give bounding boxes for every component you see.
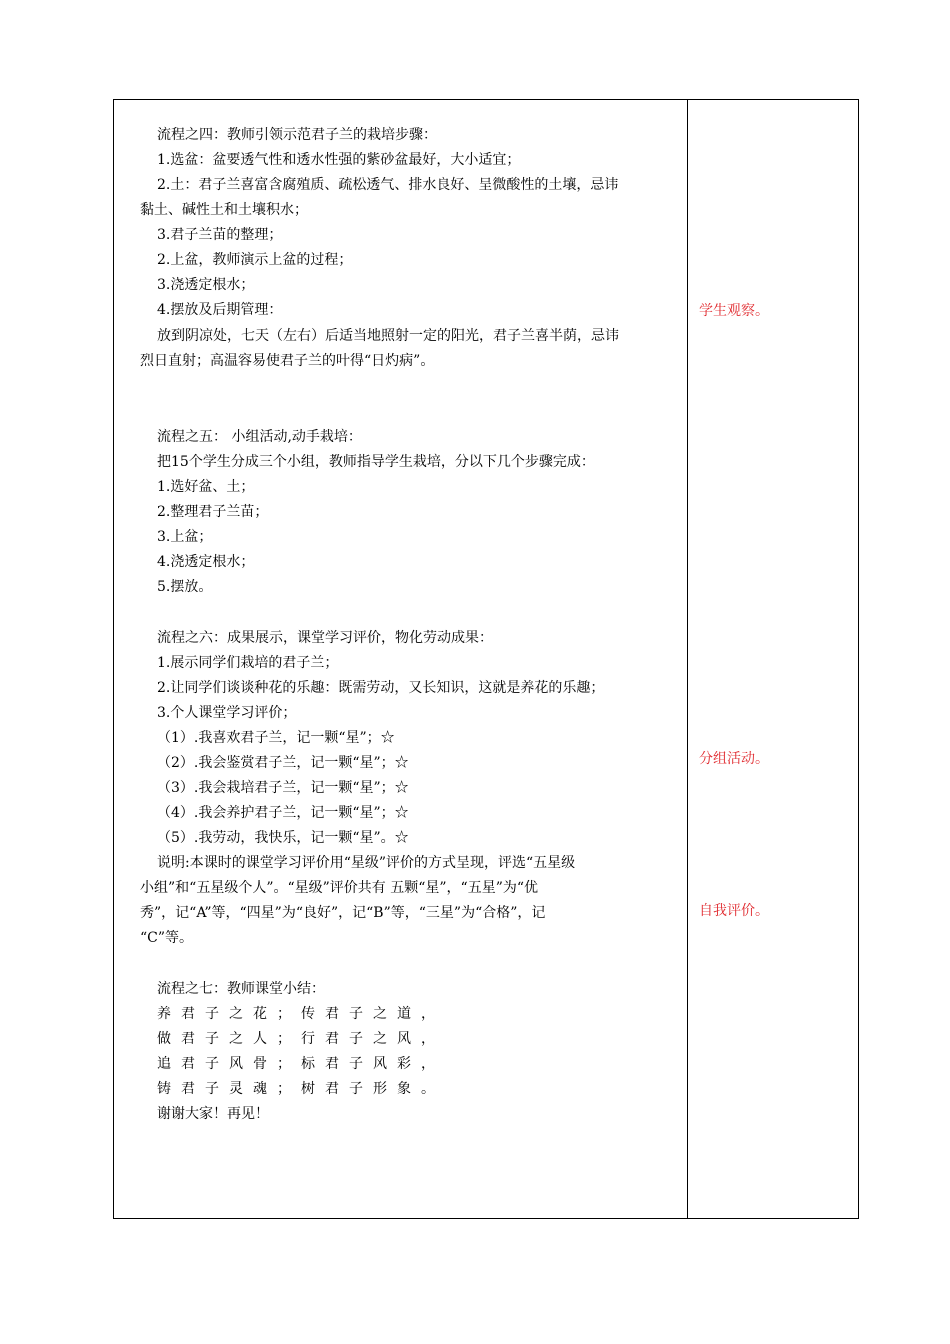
step4-item: 4.摆放及后期管理： <box>157 302 283 318</box>
summary-verse: 养君子之花；传君子之道， <box>157 1006 445 1022</box>
step6-item: 1.展示同学们栽培的君子兰； <box>157 655 339 671</box>
step5-item: 4.浇透定根水； <box>157 554 255 570</box>
step5-item: 1.选好盆、土； <box>157 479 255 495</box>
step4-item: 3.君子兰苗的整理； <box>157 227 283 243</box>
step7-title: 流程之七：教师课堂小结： <box>157 981 325 997</box>
evaluation-note: “C”等。 <box>140 930 194 946</box>
evaluation-note: 小组”和“五星级个人”。“星级”评价共有 五颗“星”，“五星”为“优 <box>140 880 539 896</box>
step4-item: 1.选盆：盆要透气性和透水性强的紫砂盆最好，大小适宜； <box>157 152 521 168</box>
evaluation-item: （5）.我劳动，我快乐，记一颗“星”。☆ <box>157 830 409 846</box>
step6-item: 3.个人课堂学习评价； <box>157 705 297 721</box>
step4-item: 3.浇透定根水； <box>157 277 255 293</box>
evaluation-note: 秀”，记“A”等，“四星”为“良好”，记“B”等，“三星”为“合格”，记 <box>140 905 546 921</box>
step6-title: 流程之六：成果展示，课堂学习评价，物化劳动成果： <box>157 630 493 646</box>
summary-verse: 做君子之人；行君子之风， <box>157 1031 445 1047</box>
step4-item: 2.土：君子兰喜富含腐殖质、疏松透气、排水良好、呈微酸性的土壤，忌讳 <box>157 177 619 193</box>
evaluation-item: （2）.我会鉴赏君子兰，记一颗“星”；☆ <box>157 755 409 771</box>
step6-item: 2.让同学们谈谈种花的乐趣：既需劳动，又长知识，这就是养花的乐趣； <box>157 680 605 696</box>
step4-item: 放到阴凉处，七天（左右）后适当地照射一定的阳光，君子兰喜半荫，忌讳 <box>157 328 619 344</box>
note-self-evaluation: 自我评价。 <box>699 903 769 919</box>
step5-item: 5.摆放。 <box>157 579 213 595</box>
step4-item: 黏土、碱性土和土壤积水； <box>140 202 308 218</box>
evaluation-item: （1）.我喜欢君子兰，记一颗“星”；☆ <box>157 730 395 746</box>
step4-item: 烈日直射；高温容易使君子兰的叶得“日灼病”。 <box>140 353 435 369</box>
step5-item: 2.整理君子兰苗； <box>157 504 269 520</box>
note-observe: 学生观察。 <box>699 303 769 319</box>
notes-column <box>688 100 858 1218</box>
evaluation-item: （3）.我会栽培君子兰，记一颗“星”；☆ <box>157 780 409 796</box>
step5-item: 3.上盆； <box>157 529 213 545</box>
summary-verse: 追君子风骨；标君子风彩， <box>157 1056 445 1072</box>
evaluation-item: （4）.我会养护君子兰，记一颗“星”；☆ <box>157 805 409 821</box>
process-column <box>114 100 687 1218</box>
step4-title: 流程之四：教师引领示范君子兰的栽培步骤： <box>157 127 437 143</box>
note-group-activity: 分组活动。 <box>699 751 769 767</box>
closing-text: 谢谢大家！再见！ <box>157 1106 269 1122</box>
step5-item: 把15个学生分成三个小组，教师指导学生栽培，分以下几个步骤完成： <box>157 454 595 470</box>
step5-title: 流程之五： 小组活动,动手栽培： <box>157 429 362 445</box>
evaluation-note: 说明:本课时的课堂学习评价用“星级”评价的方式呈现，评选“五星级 <box>157 855 576 871</box>
step4-item: 2.上盆，教师演示上盆的过程； <box>157 252 353 268</box>
lesson-plan-table <box>113 99 859 1219</box>
summary-verse: 铸君子灵魂；树君子形象。 <box>157 1081 445 1097</box>
